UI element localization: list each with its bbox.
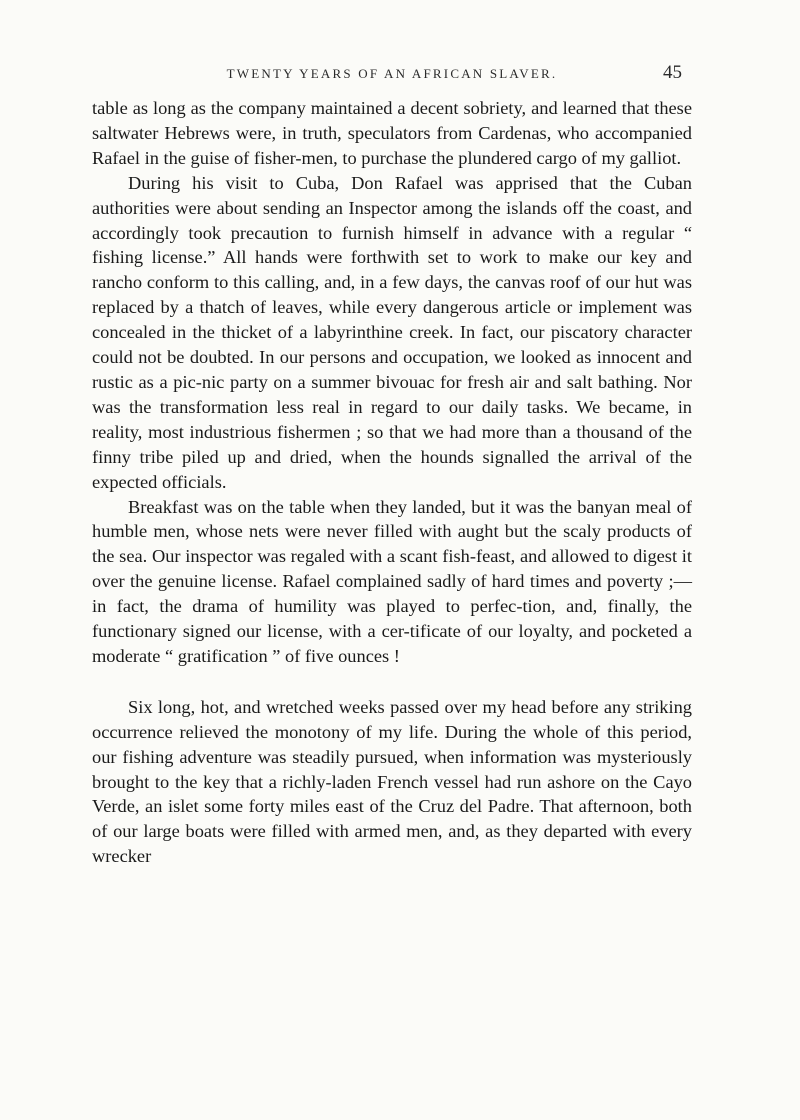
section-gap [92,669,692,695]
paragraph-inspector: During his visit to Cuba, Don Rafael was apprised that the Cuban authorities were about sending an Inspector among the islands off the coast, and accordingly took precaution to furnish himself in advance with a regular “ fishing license.” All hands were forthwith set to work to make our key and rancho conform to this calling, and, in a few days, the canvas roof of our hut was replaced by a thatch of leaves, while every dangerous article or implement was concealed in the thicket of a labyrinthine creek. In fact, our piscatory character could not be doubted. In our persons and occupation, we looked as innocent and rustic as a pic-nic party on a summer bivouac for fresh air and salt bathing. Nor was the transformation less real in regard to our daily tasks. We became, in reality, most industrious fishermen ; so that we had more than a thousand of the finny tribe piled up and dried, when the hounds signalled the arrival of the expected officials. [92,172,692,492]
page-number: 45 [663,62,682,83]
paragraph-six-weeks: Six long, hot, and wretched weeks passed over my head before any striking occurrence relieved the monotony of my life. During the whole of this period, our fishing adventure was steadily pursued, when information was mysteriously brought to the key that a richly-laden French vessel had run ashore on the Cayo Verde, an islet some forty miles east of the Cruz del Padre. That afternoon, both of our large boats were filled with armed men, and, as they departed with every wrecker [92,696,692,867]
page-header [92,62,692,86]
paragraph-continued: table as long as the company maintained a decent sobriety, and learned that these saltwater Hebrews were, in truth, speculators from Cardenas, who accompanied Rafael in the guise of fisher-men, to purchase the plundered cargo of my galliot. [92,98,692,168]
page-body [92,96,692,869]
running-head: TWENTY YEARS OF AN AFRICAN SLAVER. [226,66,558,81]
paragraph-breakfast: Breakfast was on the table when they landed, but it was the banyan meal of humble men, whose nets were never filled with aught but the scaly products of the sea. Our inspector was regaled with a scant fish-feast, and allowed to digest it over the genuine license. Rafael complained sadly of hard times and poverty ;—in fact, the drama of humility was played to perfec-tion, and, finally, the functionary signed our license, with a cer-tificate of our loyalty, and pocketed a moderate “ gratification ” of five ounces ! [92,496,692,666]
